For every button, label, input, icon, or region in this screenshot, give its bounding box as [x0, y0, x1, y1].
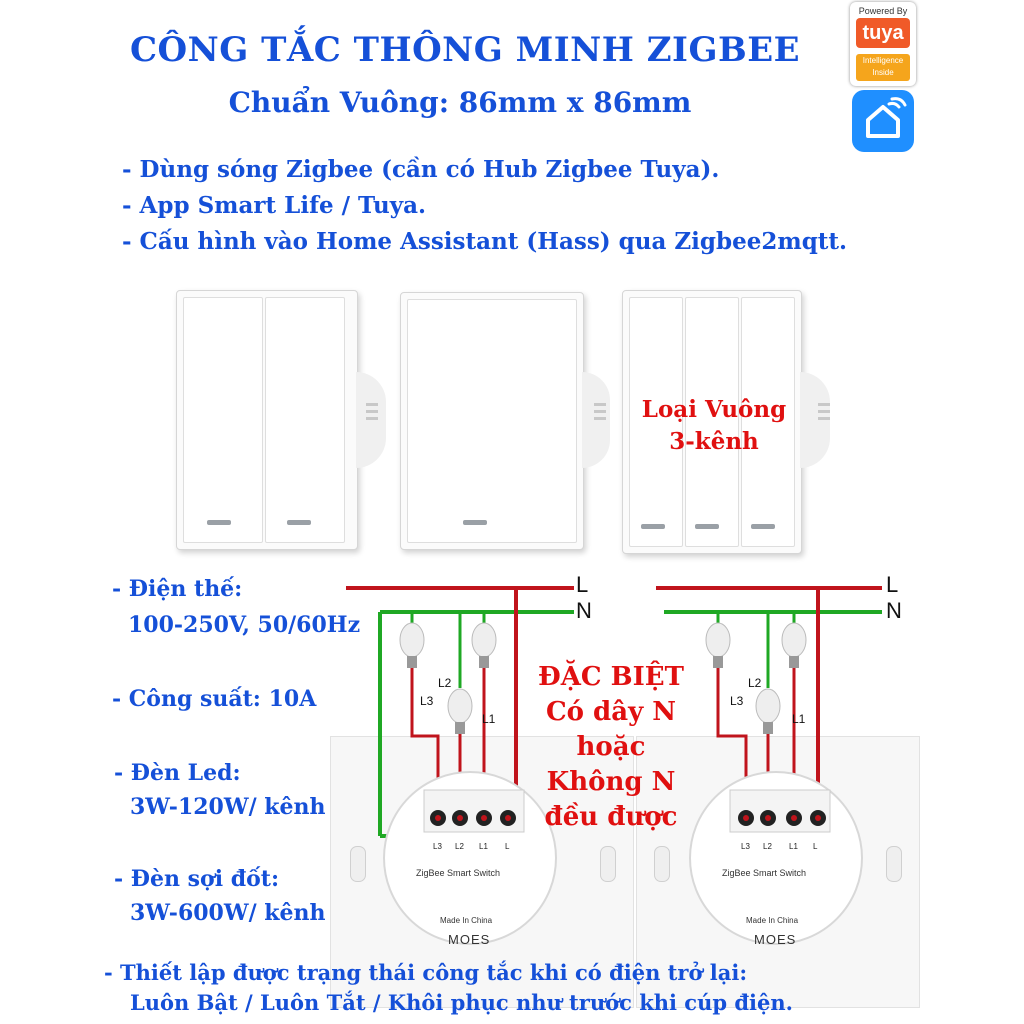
l1-label-right: L1	[792, 712, 806, 726]
module-brand-left: MOES	[448, 932, 491, 947]
special-note	[516, 660, 706, 835]
terminal-r-l: L	[813, 842, 818, 851]
feature-hass: - Cấu hình vào Home Assistant (Hass) qua Zigbee2mqtt.	[122, 228, 848, 255]
terminal-l: L	[505, 842, 510, 851]
line-L-label-left: L	[576, 572, 589, 597]
terminal-l1: L1	[479, 842, 488, 851]
special-line5: đều được	[544, 802, 678, 832]
module-made-in-left: Made In China	[440, 916, 493, 925]
feature-app: - App Smart Life / Tuya.	[122, 192, 427, 219]
page-title: CÔNG TẮC THÔNG MINH ZIGBEE	[129, 30, 801, 70]
product-type-line2: 3-kênh	[669, 428, 759, 455]
tuya-logo: tuya	[856, 18, 910, 48]
l2-label-right: L2	[748, 676, 762, 690]
voltage-label: - Điện thế:	[112, 576, 243, 602]
module-subtitle-right: ZigBee Smart Switch	[722, 868, 807, 878]
l3-label-left: L3	[420, 694, 434, 708]
feature-zigbee: - Dùng sóng Zigbee (cần có Hub Zigbee Tuya).	[122, 156, 720, 183]
special-line1: ĐẶC BIỆT	[538, 662, 684, 692]
special-line3: hoặc	[576, 732, 646, 762]
intelligence-line2: Inside	[872, 68, 894, 77]
l1-label-left: L1	[482, 712, 496, 726]
power-label: - Công suất: 10A	[112, 686, 317, 712]
module-brand-right: MOES	[754, 932, 797, 947]
terminal-r-l3: L3	[741, 842, 750, 851]
terminal-r-l1: L1	[789, 842, 798, 851]
l3-label-right: L3	[730, 694, 744, 708]
special-line2: Có dây N	[545, 697, 677, 727]
product-type-line1: Loại Vuông	[641, 396, 787, 423]
led-label: - Đèn Led:	[114, 760, 241, 786]
footer-line1: - Thiết lập được trạng thái công tắc khi có điện trở lại:	[104, 960, 748, 985]
terminal-r-l2: L2	[763, 842, 772, 851]
module-subtitle-left: ZigBee Smart Switch	[416, 868, 501, 878]
bulb-label: - Đèn sợi đốt:	[114, 866, 280, 892]
page-subtitle: Chuẩn Vuông: 86mm x 86mm	[228, 86, 692, 119]
powered-by-label: Powered By	[858, 6, 908, 16]
footer-line2: Luôn Bật / Luôn Tắt / Khôi phục như trước khi cúp điện.	[130, 990, 793, 1015]
terminal-l3: L3	[433, 842, 442, 851]
intelligence-line1: Intelligence	[862, 56, 904, 65]
line-N-label-left: N	[576, 598, 592, 623]
module-made-in-right: Made In China	[746, 916, 799, 925]
bulb-value: 3W-600W/ kênh	[130, 900, 326, 926]
line-L-label-right: L	[886, 572, 899, 597]
special-line4: Không N	[546, 767, 676, 797]
terminal-l2: L2	[455, 842, 464, 851]
led-value: 3W-120W/ kênh	[130, 794, 326, 820]
line-N-label-right: N	[886, 598, 902, 623]
voltage-value: 100-250V, 50/60Hz	[128, 612, 361, 638]
l2-label-left: L2	[438, 676, 452, 690]
